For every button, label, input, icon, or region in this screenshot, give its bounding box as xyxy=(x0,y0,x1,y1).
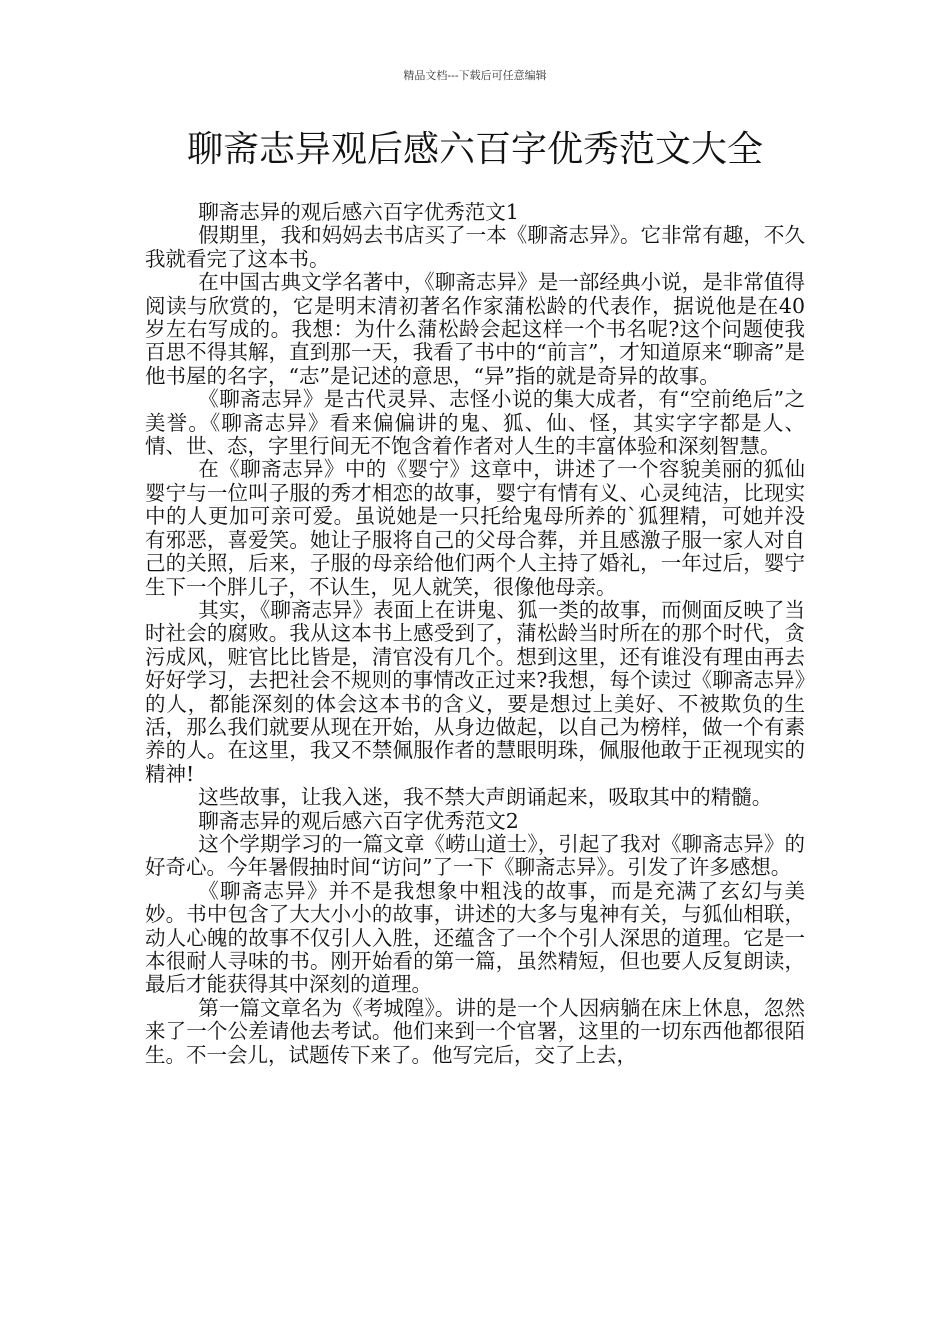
paragraph: 在中国古典文学名著中，《聊斋志异》是一部经典小说，是非常值得阅读与欣赏的，它是明末清初著名作家蒲松龄的代表作，据说他是在40岁左右写成的。我想：为什么蒲松龄会起这样一个书名呢?这个问题使我百思不得其解，直到那一天，我看了书中的“前言”，才知道原来“聊斋”是他书屋的名字，“志”是记述的意思，“异”指的就是奇异的故事。 xyxy=(145,270,805,388)
section-heading-2: 聊斋志异的观后感六百字优秀范文2 xyxy=(198,808,519,833)
document-body xyxy=(145,201,805,1067)
document-title: 聊斋志异观后感六百字优秀范文大全 xyxy=(186,129,763,170)
paragraph: 在《聊斋志异》中的《婴宁》这章中，讲述了一个容貌美丽的狐仙婴宁与一位叫子服的秀才相恋的故事，婴宁有情有义、心灵纯洁，比现实中的人更加可亲可爱。虽说她是一只托给鬼母所养的`狐狸精，可她并没有邪恶，喜爱笑。她让子服将自己的父母合葬，并且感激子服一家人对自己的关照，后来，子服的母亲给他们两个人主持了婚礼，一年过后，婴宁生下一个胖儿子，不认生，见人就笑，很像他母亲。 xyxy=(145,457,805,599)
paragraph: 假期里，我和妈妈去书店买了一本《聊斋志异》。它非常有趣，不久我就看完了这本书。 xyxy=(145,223,805,271)
section-heading-1: 聊斋志异的观后感六百字优秀范文1 xyxy=(198,200,519,224)
paragraph: 《聊斋志异》并不是我想象中粗浅的故事，而是充满了玄幻与美妙。书中包含了大大小小的故事，讲述的大多与鬼神有关，与狐仙相联，动人心魄的故事不仅引人入胜，还蕴含了一个个引人深思的道理。它是一本很耐人寻味的书。刚开始看的第一篇，虽然精短，但也要人反复朗读，最后才能获得其中深刻的道理。 xyxy=(145,878,805,997)
paragraph: 这个学期学习的一篇文章《崂山道士》，引起了我对《聊斋志异》的好奇心。今年暑假抽时间“访问”了一下《聊斋志异》。引发了许多感想。 xyxy=(145,831,805,880)
paragraph: 《聊斋志异》是古代灵异、志怪小说的集大成者，有“空前绝后”之美誉。《聊斋志异》看来偏偏讲的鬼、狐、仙、怪，其实字字都是人、情、世、态，字里行间无不饱含着作者对人生的丰富体验和深刻智慧。 xyxy=(145,387,805,459)
paragraph: 其实，《聊斋志异》表面上在讲鬼、狐一类的故事，而侧面反映了当时社会的腐败。我从这本书上感受到了，蒲松龄当时所在的那个时代，贪污成风，赃官比比皆是，清官没有几个。想到这里，还有谁没有理由再去好好学习，去把社会不规则的事情改正过来?我想，每个读过《聊斋志异》的人，都能深刻的体会这本书的含义，要是想过上美好、不被欺负的生活，那么我们就要从现在开始，从身边做起，以自己为榜样，做一个有素养的人。在这里，我又不禁佩服作者的慧眼明珠，佩服他敢于正视现实的精神! xyxy=(145,597,805,786)
paragraph: 这些故事，让我入迷，我不禁大声朗诵起来，吸取其中的精髓。 xyxy=(198,785,773,810)
header-note: 精品文档---下载后可任意编辑 xyxy=(403,69,547,82)
paragraph: 第一篇文章名为《考城隍》。讲的是一个人因病躺在床上休息，忽然来了一个公差请他去考试。他们来到一个官署，这里的一切东西他都很陌生。不一会儿，试题传下来了。他写完后，交了上去， xyxy=(145,995,805,1067)
